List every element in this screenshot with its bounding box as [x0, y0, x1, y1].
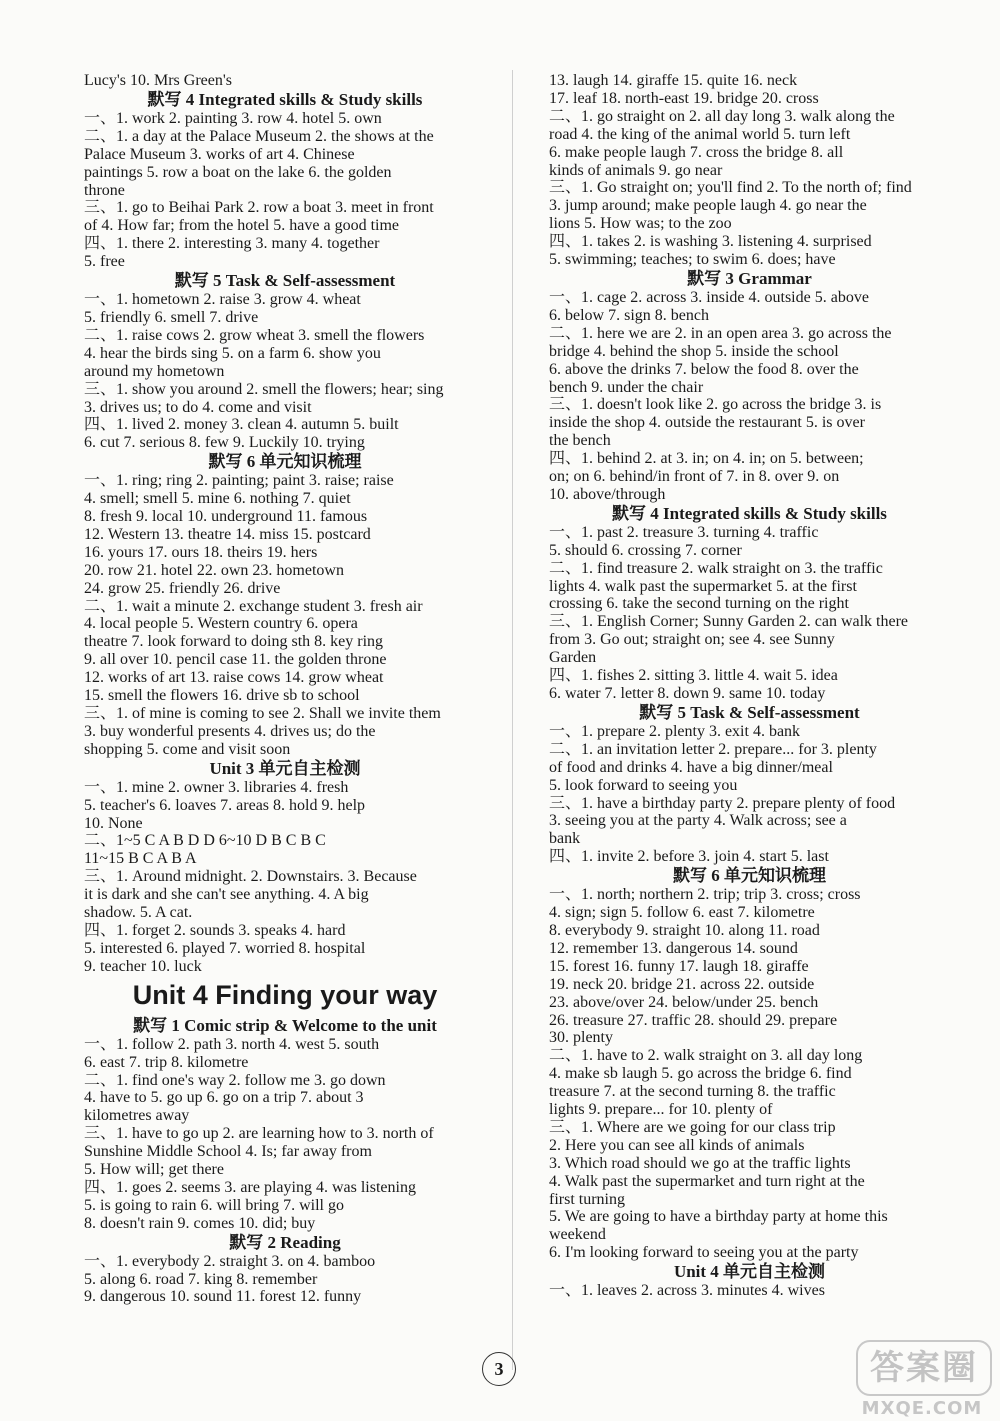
watermark-seal: 答案圈 [856, 1340, 992, 1396]
answer-line: 一、1. hometown 2. raise 3. grow 4. wheat [84, 291, 361, 309]
answer-line: 9. teacher 10. luck [84, 957, 202, 975]
answer-line: 12. remember 13. dangerous 14. sound [549, 939, 798, 957]
answer-line: lions 5. How was; to the zoo [549, 215, 732, 233]
answer-line: 4. hear the birds sing 5. on a farm 6. show you [84, 344, 381, 362]
answer-line: 三、1. of mine is coming to see 2. Shall we invite them [84, 705, 441, 722]
answer-line: weekend [549, 1226, 606, 1244]
answer-line: 三、1. have a birthday party 2. prepare plenty of food [549, 794, 896, 812]
answer-line: Garden [549, 649, 597, 667]
answer-line: 6. make people laugh 7. cross the bridge 8. all [549, 143, 844, 161]
answer-line: 8. doesn't rain 9. comes 10. did; buy [84, 1214, 316, 1232]
answer-line: 9. all over 10. pencil case 11. the golden throne [84, 651, 387, 669]
answer-line: 4. Walk past the supermarket and turn right at the [549, 1172, 865, 1190]
section-heading: 默写 3 Grammar [687, 268, 812, 288]
answer-line: treasure 7. at the second turning 8. the traffic [549, 1083, 836, 1101]
answer-line: first turning [549, 1190, 625, 1208]
answer-line: 二、1. have to 2. walk straight on 3. all day long [549, 1047, 863, 1065]
answer-line: on; on 6. behind/in front of 7. in 8. over 9. on [549, 468, 840, 486]
answer-line: 二、1. raise cows 2. grow wheat 3. smell the flowers [84, 326, 425, 344]
answer-line: 5. friendly 6. smell 7. drive [84, 308, 259, 326]
answer-line: 一、1. follow 2. path 3. north 4. west 5. south [84, 1035, 380, 1053]
answer-line: 8. fresh 9. local 10. underground 11. famous [84, 508, 368, 526]
answer-line: 11~15 B C A B A [84, 850, 197, 868]
left-column [84, 72, 486, 1306]
section-heading: 默写 5 Task & Self-assessment [639, 702, 860, 722]
answer-line: 5. is going to rain 6. will bring 7. will go [84, 1196, 344, 1214]
answer-line: 6. below 7. sign 8. bench [549, 306, 709, 324]
answer-line: Sunshine Middle School 4. Is; far away from [84, 1143, 372, 1161]
answer-line: 4. make sb laugh 5. go across the bridge 6. find [549, 1065, 852, 1083]
answer-line: 23. above/over 24. below/under 25. bench [549, 993, 819, 1011]
answer-line: 5. free [84, 253, 125, 271]
section-heading: 默写 4 Integrated skills & Study skills [612, 503, 887, 523]
answer-line: inside the shop 4. outside the restaurant 5. is over [549, 414, 865, 432]
answer-line: 6. above the drinks 7. below the food 8. over the [549, 360, 859, 378]
answer-line: paintings 5. row a boat on the lake 6. the golden [84, 163, 392, 181]
answer-line: 一、1. work 2. painting 3. row 4. hotel 5. own [84, 109, 382, 127]
section-heading: 默写 1 Comic strip & Welcome to the unit [133, 1015, 437, 1035]
answer-line: lights 4. walk past the supermarket 5. at the first [549, 577, 857, 595]
answer-line: 13. laugh 14. giraffe 15. quite 16. neck [549, 72, 798, 89]
answer-line: 10. None [84, 814, 143, 832]
answer-line: 16. yours 17. ours 18. theirs 19. hers [84, 543, 318, 561]
answer-line: 一、1. everybody 2. straight 3. on 4. bamboo [84, 1252, 376, 1270]
answer-line: 三、1. have to go up 2. are learning how to 3. north of [84, 1125, 434, 1143]
answer-line: 3. Which road should we go at the traffic lights [549, 1154, 851, 1172]
answer-line: 6. cut 7. serious 8. few 9. Luckily 10. trying [84, 434, 365, 452]
section-heading: 默写 5 Task & Self-assessment [174, 271, 396, 291]
answer-line: 3. drives us; to do 4. come and visit [84, 398, 312, 416]
answer-line: 5. teacher's 6. loaves 7. areas 8. hold 9. help [84, 796, 366, 814]
answer-line: 一、1. cage 2. across 3. inside 4. outside 5. above [549, 288, 869, 306]
answer-line: lights 9. prepare... for 10. plenty of [549, 1101, 773, 1119]
answer-line: bank [549, 830, 581, 848]
answer-line: shopping 5. come and visit soon [84, 740, 291, 758]
answer-line: it is dark and she can't see anything. 4. A big [84, 886, 369, 904]
answer-line: 三、1. Where are we going for our class trip [549, 1118, 836, 1136]
answer-line: 二、1. a day at the Palace Museum 2. the shows at the [84, 127, 434, 145]
answer-line: 四、1. forget 2. sounds 3. speaks 4. hard [84, 921, 346, 939]
answer-line: Lucy's 10. Mrs Green's [84, 72, 232, 89]
answer-line: 6. east 7. trip 8. kilometre [84, 1053, 249, 1071]
answer-line: kinds of animals 9. go near [549, 161, 723, 179]
answer-line: 5. We are going to have a birthday party at home this [549, 1208, 888, 1226]
answer-line: 3. jump around; make people laugh 4. go near the [549, 197, 867, 215]
answer-line: 三、1. show you around 2. smell the flowers; hear; sing [84, 380, 444, 398]
answer-line: shadow. 5. A cat. [84, 904, 193, 922]
answer-line: 四、1. takes 2. is washing 3. listening 4. surprised [549, 233, 872, 251]
watermark-logo [856, 1340, 988, 1419]
answer-line: bench 9. under the chair [549, 378, 704, 396]
answer-line: 二、1. wait a minute 2. exchange student 3. fresh air [84, 597, 423, 615]
answer-line: 二、1. an invitation letter 2. prepare... for 3. plenty [549, 740, 877, 758]
answer-line: 17. leaf 18. north-east 19. bridge 20. cross [549, 89, 819, 107]
answer-line: 6. water 7. letter 8. down 9. same 10. today [549, 685, 826, 702]
answer-line: 8. everybody 9. straight 10. along 11. road [549, 921, 820, 939]
answer-line: 4. smell; smell 5. mine 6. nothing 7. quiet [84, 490, 351, 508]
answer-line: 5. along 6. road 7. king 8. remember [84, 1270, 318, 1288]
answer-line: 5. interested 6. played 7. worried 8. hospital [84, 939, 366, 957]
answer-line: 6. I'm looking forward to seeing you at the party [549, 1244, 859, 1262]
answer-line: 三、1. English Corner; Sunny Garden 2. can walk there [549, 613, 909, 631]
answer-line: 12. works of art 13. raise cows 14. grow wheat [84, 669, 384, 687]
answer-line: 三、1. doesn't look like 2. go across the bridge 3. is [549, 396, 882, 414]
answer-line: 一、1. past 2. treasure 3. turning 4. traffic [549, 523, 819, 541]
answer-line: 10. above/through [549, 485, 666, 503]
answer-line: 二、1~5 C A B D D 6~10 D B C B C [84, 832, 326, 850]
watermark-url: MXQE.COM [861, 1398, 983, 1419]
answer-line: 15. smell the flowers 16. drive sb to school [84, 687, 360, 705]
answer-line: 一、1. ring; ring 2. painting; paint 3. raise; raise [84, 472, 394, 490]
answer-line: 一、1. north; northern 2. trip; trip 3. cross; cross [549, 886, 861, 904]
answer-line: 四、1. goes 2. seems 3. are playing 4. was listening [84, 1178, 416, 1196]
answer-line: Palace Museum 3. works of art 4. Chinese [84, 145, 355, 163]
answer-line: 4. sign; sign 5. follow 6. east 7. kilometre [549, 904, 815, 922]
answer-line: 三、1. go to Beihai Park 2. row a boat 3. meet in front [84, 199, 434, 217]
answer-line: 二、1. find treasure 2. walk straight on 3. the traffic [549, 559, 883, 577]
answer-line: of food and drinks 4. have a big dinner/meal [549, 758, 833, 776]
answer-line: 二、1. find one's way 2. follow me 3. go down [84, 1071, 386, 1089]
answer-line: 四、1. there 2. interesting 3. many 4. together [84, 235, 380, 253]
page-number: 3 [482, 1352, 516, 1386]
answer-line: 26. treasure 27. traffic 28. should 29. prepare [549, 1011, 838, 1029]
answer-line: 20. row 21. hotel 22. own 23. hometown [84, 561, 344, 579]
answer-line: 30. plenty [549, 1029, 613, 1047]
right-column [549, 72, 950, 1300]
answer-line: the bench [549, 432, 611, 450]
answer-line: around my hometown [84, 362, 225, 380]
unit-title: Unit 4 Finding your way [132, 979, 438, 1010]
answer-line: kilometres away [84, 1107, 190, 1125]
answer-line: 2. Here you can see all kinds of animals [549, 1136, 805, 1154]
column-separator [512, 70, 513, 1370]
answer-line: 5. look forward to seeing you [549, 776, 738, 794]
answer-line: road 4. the king of the animal world 5. turn left [549, 125, 851, 143]
answer-line: 四、1. behind 2. at 3. in; on 4. in; on 5. between; [549, 450, 864, 468]
answer-line: 二、1. go straight on 2. all day long 3. walk along the [549, 107, 895, 125]
answer-line: of 4. How far; from the hotel 5. have a good time [84, 217, 400, 235]
answer-line: 5. swimming; teaches; to swim 6. does; have [549, 251, 836, 269]
answer-line: 19. neck 20. bridge 21. across 22. outside [549, 975, 815, 993]
answer-line: theatre 7. look forward to doing sth 8. key ring [84, 633, 384, 651]
section-heading: 默写 6 单元知识梳理 [208, 452, 362, 472]
answer-line: from 3. Go out; straight on; see 4. see Sunny [549, 631, 835, 649]
answer-line: 3. seeing you at the party 4. Walk across; see a [549, 812, 847, 830]
section-heading: Unit 4 单元自主检测 [673, 1262, 826, 1282]
section-heading: 默写 6 单元知识梳理 [673, 866, 826, 886]
section-heading: 默写 2 Reading [229, 1232, 341, 1252]
answer-line: bridge 4. behind the shop 5. inside the school [549, 342, 839, 360]
answer-line: 四、1. fishes 2. sitting 3. little 4. wait 5. idea [549, 667, 838, 685]
answer-line: 一、1. leaves 2. across 3. minutes 4. wives [549, 1282, 825, 1300]
answer-line: 二、1. here we are 2. in an open area 3. go across the [549, 324, 892, 342]
answer-line: 12. Western 13. theatre 14. miss 15. postcard [84, 525, 371, 543]
answer-line: 三、1. Go straight on; you'll find 2. To the north of; find [549, 179, 912, 197]
answer-line: 5. should 6. crossing 7. corner [549, 541, 742, 559]
answer-line: 一、1. prepare 2. plenty 3. exit 4. bank [549, 722, 801, 740]
answer-line: throne [84, 181, 125, 199]
answer-line: 24. grow 25. friendly 26. drive [84, 579, 281, 597]
answer-line: 一、1. mine 2. owner 3. libraries 4. fresh [84, 778, 349, 796]
answer-line: 三、1. Around midnight. 2. Downstairs. 3. Because [84, 868, 417, 886]
answer-line: 四、1. invite 2. before 3. join 4. start 5. last [549, 848, 829, 866]
answer-line: 9. dangerous 10. sound 11. forest 12. funny [84, 1288, 362, 1306]
answer-line: 15. forest 16. funny 17. laugh 18. giraffe [549, 957, 809, 975]
section-heading: Unit 3 单元自主检测 [209, 758, 361, 778]
section-heading: 默写 4 Integrated skills & Study skills [147, 89, 423, 109]
answer-line: 5. How will; get there [84, 1161, 224, 1179]
answer-line: 4. have to 5. go up 6. go on a trip 7. about 3 [84, 1089, 364, 1107]
answer-line: 3. buy wonderful presents 4. drives us; do the [84, 722, 376, 740]
answer-line: 4. local people 5. Western country 6. opera [84, 615, 358, 633]
answer-line: crossing 6. take the second turning on the right [549, 595, 849, 613]
answer-line: 四、1. lived 2. money 3. clean 4. autumn 5. built [84, 416, 399, 434]
